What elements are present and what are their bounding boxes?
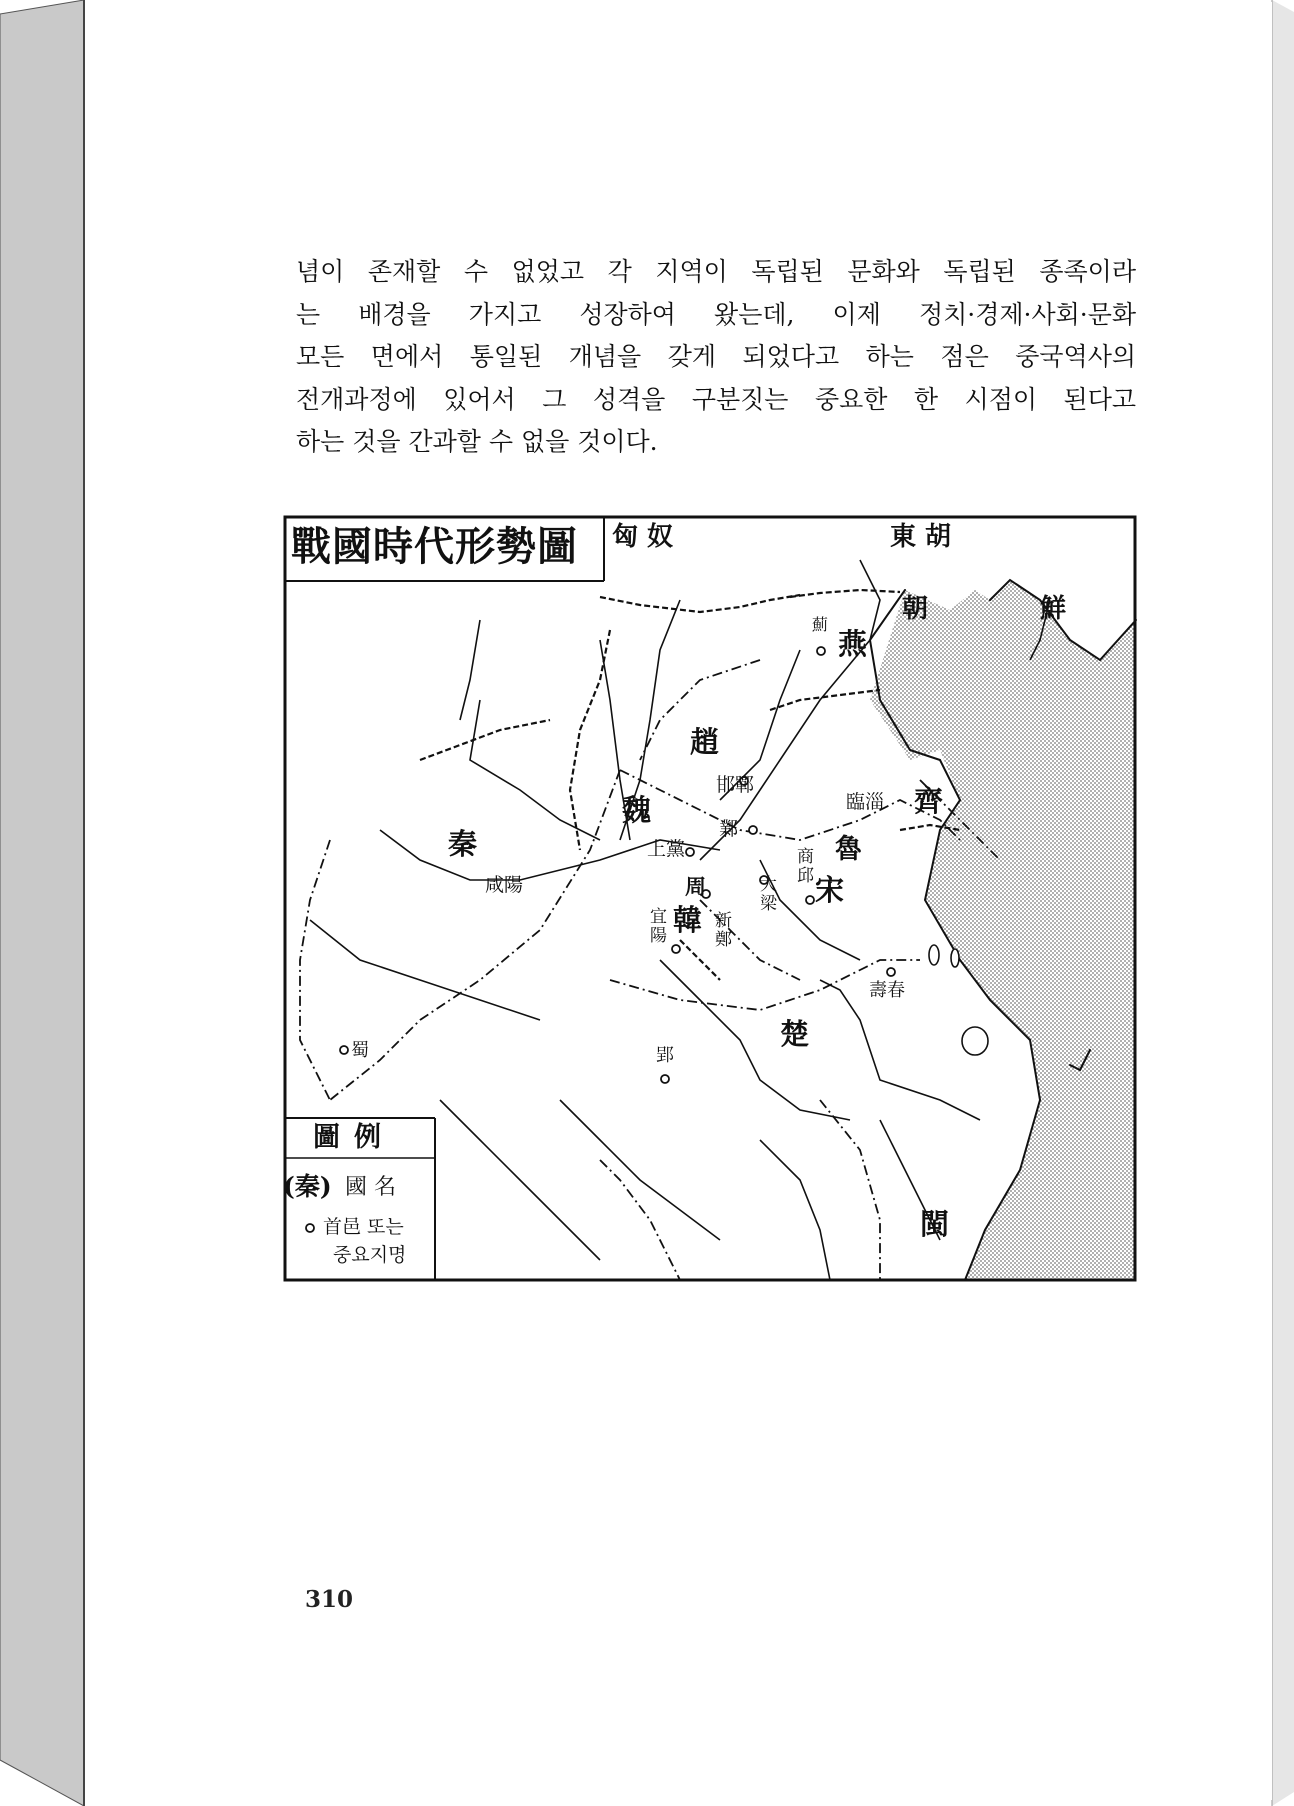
state-label-qin: 秦 bbox=[448, 827, 478, 861]
map-title: 戰國時代形勢圖 bbox=[291, 523, 578, 570]
legend-state-desc: 國 名 bbox=[345, 1175, 396, 1200]
state-label-wei: 魏 bbox=[622, 793, 652, 827]
place-label-handan: 邯鄲 bbox=[716, 774, 755, 796]
place-label-linzi: 臨淄 bbox=[846, 791, 885, 813]
city-marker bbox=[306, 1224, 314, 1232]
state-label-zhou: 周 bbox=[685, 874, 706, 899]
city-marker bbox=[686, 848, 694, 856]
city-marker bbox=[749, 826, 757, 834]
city-marker bbox=[672, 945, 680, 953]
state-label-han: 韓 bbox=[673, 903, 703, 937]
state-label-chu: 楚 bbox=[780, 1017, 810, 1051]
place-label-shouchun: 壽春 bbox=[869, 980, 905, 1001]
city-marker bbox=[661, 1075, 669, 1083]
place-label-shu: 蜀 bbox=[351, 1040, 369, 1061]
city-marker bbox=[887, 968, 895, 976]
body-line: 하는 것을 간과할 수 없을 것이다. bbox=[296, 427, 658, 456]
legend-state-key: (秦) bbox=[283, 1172, 332, 1201]
city-marker bbox=[340, 1046, 348, 1054]
place-label-xianyang: 咸陽 bbox=[485, 874, 524, 896]
region-label-chaoxian-2: 鮮 bbox=[1040, 594, 1067, 624]
place-label-ji: 薊 bbox=[812, 615, 829, 634]
place-label-shangqiu: 商邱 bbox=[797, 847, 814, 886]
legend-title: 圖例 bbox=[313, 1122, 395, 1153]
place-label-yiyang: 宜陽 bbox=[650, 907, 667, 946]
state-label-song: 宋 bbox=[815, 873, 845, 907]
body-paragraph bbox=[296, 251, 1136, 464]
legend-capital-desc-1: 首邑 또는 bbox=[323, 1216, 404, 1238]
body-line: 는 배경을 가지고 성장하여 왔는데, 이제 정치·경제·사회·문화 bbox=[296, 299, 1136, 329]
city-marker bbox=[817, 647, 825, 655]
state-label-zhao: 趙 bbox=[690, 725, 720, 759]
legend-capital-desc-2: 중요지명 bbox=[333, 1244, 407, 1266]
place-label-ying: 郢 bbox=[656, 1045, 674, 1066]
page-number: 310 bbox=[305, 1586, 354, 1613]
sea bbox=[870, 580, 1136, 1281]
region-label-donghu: 東 胡 bbox=[890, 522, 952, 552]
region-label-xiongnu: 匈 奴 bbox=[612, 522, 674, 552]
state-label-lu: 魯 bbox=[835, 834, 862, 865]
body-line: 념이 존재할 수 없었고 각 지역이 독립된 문화와 독립된 종족이라 bbox=[296, 257, 1136, 286]
city-marker bbox=[806, 896, 814, 904]
place-label-ye: 鄴 bbox=[719, 818, 739, 840]
place-label-daliang: 大梁 bbox=[760, 875, 777, 914]
body-line: 모든 면에서 통일된 개념을 갖게 되었다고 하는 점은 중국역사의 bbox=[296, 342, 1136, 371]
state-label-qi: 齊 bbox=[914, 784, 944, 818]
region-label-chaoxian-1: 朝 bbox=[902, 594, 929, 624]
place-label-xinzheng: 新鄭 bbox=[715, 911, 732, 950]
body-line: 전개과정에 있어서 그 성격을 구분짓는 중요한 한 시점이 된다고 bbox=[296, 384, 1136, 414]
place-label-shangdang: 上黨 bbox=[647, 838, 686, 860]
state-label-yan: 燕 bbox=[838, 627, 868, 661]
state-label-min: 閩 bbox=[920, 1207, 950, 1241]
